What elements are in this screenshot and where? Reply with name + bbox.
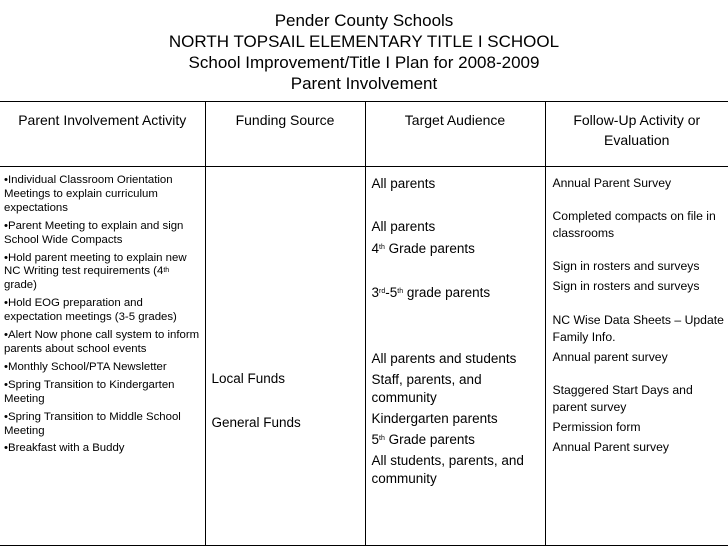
funding-item: Local Funds <box>211 371 286 386</box>
activity-item: •Hold EOG preparation and expectation meetings (3-5 grades) <box>4 297 177 324</box>
audience-item: All students, parents, and community <box>371 453 524 486</box>
header-funding-source: Funding Source <box>205 102 365 167</box>
section-title: Parent Involvement <box>290 74 438 93</box>
activity-item: •Spring Transition to Kindergarten Meeting <box>4 378 175 405</box>
table-body-row <box>0 167 728 546</box>
follow-up-item: Annual parent survey <box>552 350 668 364</box>
follow-up-item: Sign in rosters and surveys <box>552 259 700 273</box>
document-title-block <box>0 10 728 94</box>
audience-cell <box>365 167 545 546</box>
audience-item: Kindergarten parents <box>371 411 498 426</box>
district-title: Pender County Schools <box>274 11 454 30</box>
activity-cell <box>0 167 205 546</box>
activity-item: •Alert Now phone call system to inform parents about school events <box>4 329 200 355</box>
follow-up-item: NC Wise Data Sheets – Update Family Info. <box>552 313 724 344</box>
activity-item: •Individual Classroom Orientation Meetings to explain curriculum expectations <box>4 174 173 214</box>
header-activity: Parent Involvement Activity <box>0 102 205 167</box>
school-title: NORTH TOPSAIL ELEMENTARY TITLE I SCHOOL <box>168 32 560 51</box>
funding-cell <box>205 167 365 546</box>
follow-up-item: Staggered Start Days and parent survey <box>552 383 693 414</box>
follow-up-item: Sign in rosters and surveys <box>552 279 700 293</box>
header-follow-up: Follow-Up Activity or Evaluation <box>545 102 728 167</box>
plan-title: School Improvement/Title I Plan for 2008-2009 <box>188 53 540 72</box>
activity-item: •Breakfast with a Buddy <box>4 442 125 455</box>
parent-involvement-table <box>0 101 728 546</box>
follow-up-item: Completed compacts on file in classrooms <box>552 209 716 240</box>
audience-item: 4th Grade parents <box>371 241 475 256</box>
audience-item: Staff, parents, and community <box>371 372 482 405</box>
follow-up-cell <box>545 167 728 546</box>
activity-item: •Parent Meeting to explain and sign School Wide Compacts <box>4 219 184 246</box>
activity-item: •Monthly School/PTA Newsletter <box>4 360 167 373</box>
table-header-row <box>0 102 728 167</box>
follow-up-item: Annual Parent Survey <box>552 176 672 190</box>
audience-item: 3rd-5th grade parents <box>371 285 491 300</box>
activity-item: •Hold parent meeting to explain new NC Writing test requirements (4th grade) <box>4 251 187 292</box>
follow-up-item: Permission form <box>552 420 641 434</box>
audience-item: 5th Grade parents <box>371 432 475 447</box>
funding-item: General Funds <box>211 415 301 430</box>
header-target-audience: Target Audience <box>365 102 545 167</box>
follow-up-item: Annual Parent survey <box>552 440 670 454</box>
audience-item: All parents <box>371 176 436 191</box>
activity-item: •Spring Transition to Middle School Meeting <box>4 410 181 437</box>
audience-item: All parents <box>371 219 436 234</box>
audience-item: All parents and students <box>371 351 517 366</box>
